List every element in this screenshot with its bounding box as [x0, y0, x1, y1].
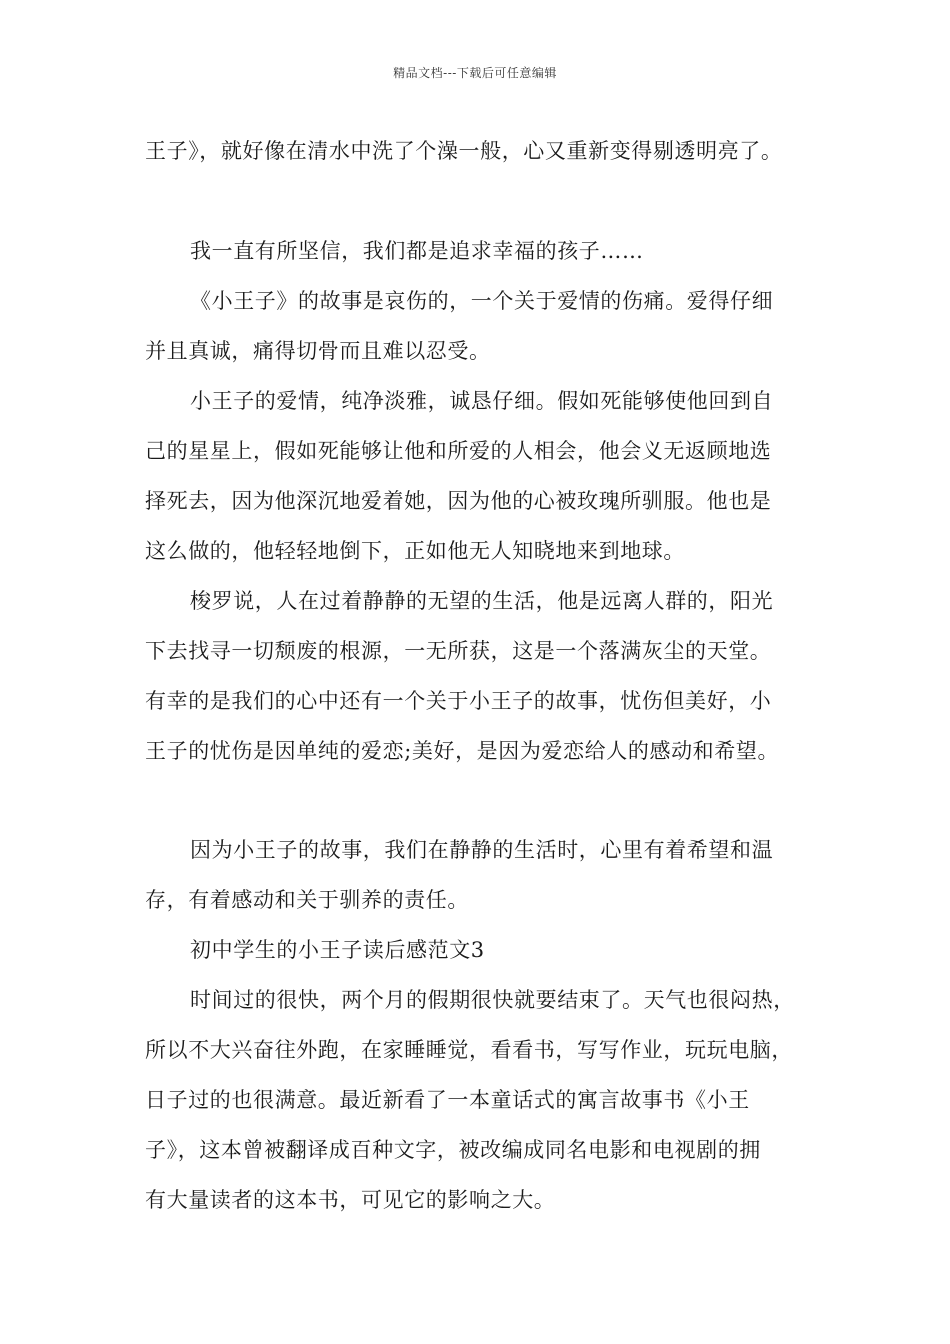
- text-line: 有幸的是我们的心中还有一个关于小王子的故事，忧伤但美好，小: [145, 689, 772, 713]
- text-line: 因为小王子的故事，我们在静静的生活时，心里有着希望和温: [190, 838, 774, 862]
- text-line: 下去找寻一切颓废的根源，一无所获，这是一个落满灰尘的天堂。: [145, 639, 772, 663]
- text-line: 日子过的也很满意。最近新看了一本童话式的寓言故事书《小王: [145, 1088, 750, 1112]
- text-line: 子》，这本曾被翻译成百种文字，被改编成同名电影和电视剧的拥: [145, 1138, 761, 1162]
- text-line: 并且真诚，痛得切骨而且难以忍受。: [145, 339, 491, 363]
- section-heading: 初中学生的小王子读后感范文3: [190, 938, 485, 962]
- text-line: 所以不大兴奋往外跑，在家睡睡觉，看看书，写写作业，玩玩电脑，: [145, 1038, 793, 1062]
- text-line: 择死去，因为他深沉地爱着她，因为他的心被玫瑰所驯服。他也是: [145, 489, 772, 513]
- text-line: 有大量读者的这本书，可见它的影响之大。: [145, 1188, 556, 1212]
- text-line: 王子》，就好像在清水中洗了个澡一般，心又重新变得剔透明亮了。: [145, 139, 783, 163]
- text-line: 存，有着感动和关于驯养的责任。: [145, 888, 469, 912]
- text-line: 时间过的很快，两个月的假期很快就要结束了。天气也很闷热，: [190, 988, 795, 1012]
- text-line: 己的星星上，假如死能够让他和所爱的人相会，他会义无返顾地选: [145, 439, 772, 463]
- text-line: 梭罗说，人在过着静静的无望的生活，他是远离人群的，阳光: [190, 589, 774, 613]
- text-line: 这么做的，他轻轻地倒下，正如他无人知晓地来到地球。: [145, 539, 685, 563]
- text-line: 我一直有所坚信，我们都是追求幸福的孩子……: [190, 239, 644, 263]
- text-line: 王子的忧伤是因单纯的爱恋;美好，是因为爱恋给人的感动和希望。: [145, 739, 780, 763]
- page-header: 精品文档---下载后可任意编辑: [393, 66, 557, 80]
- text-line: 《小王子》的故事是哀伤的，一个关于爱情的伤痛。爱得仔细: [190, 289, 774, 313]
- text-line: 小王子的爱情，纯净淡雅，诚恳仔细。假如死能够使他回到自: [190, 389, 774, 413]
